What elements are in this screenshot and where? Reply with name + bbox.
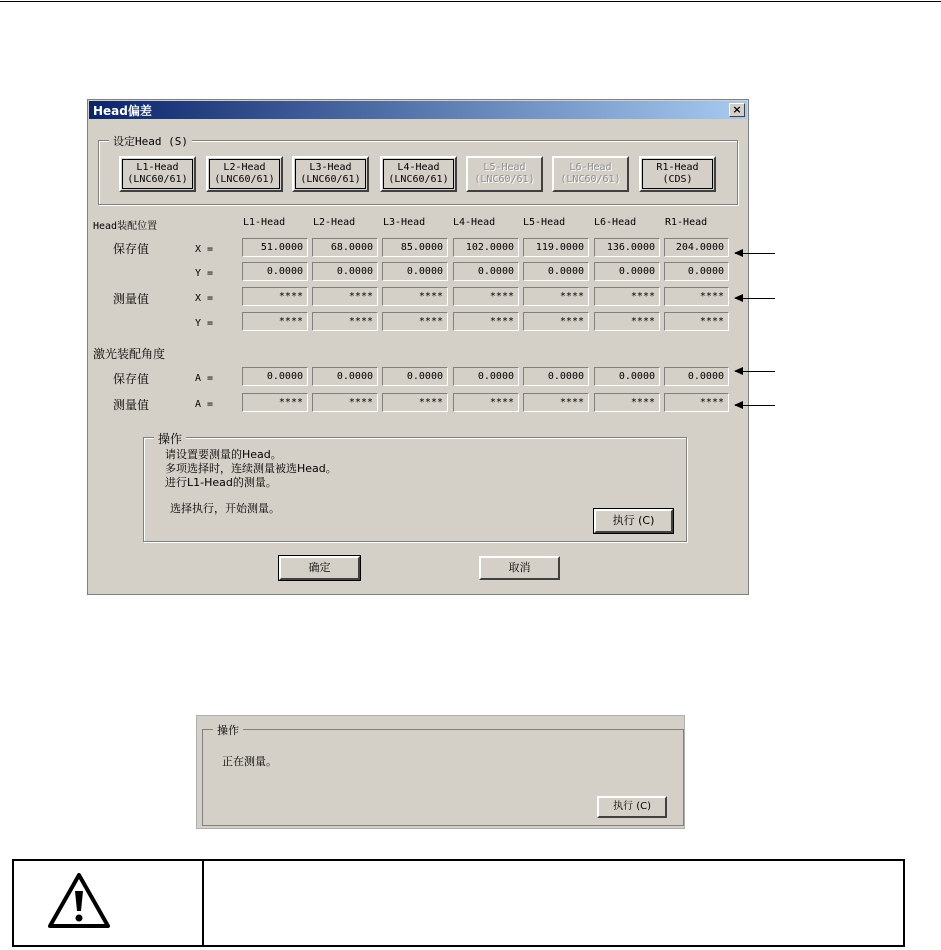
cancel-button[interactable]: 取消 <box>479 556 560 580</box>
measured-y-cell-5: **** <box>523 312 589 331</box>
saved-y-cell-2: 0.0000 <box>312 262 378 281</box>
measured-a-axis-label: A = <box>195 399 214 410</box>
measured-a-cell-4: **** <box>453 393 519 412</box>
execute-button[interactable]: 执行 (C) <box>594 509 673 533</box>
head-button-line1: L4-Head <box>397 162 440 173</box>
saved-a-cell-4: 0.0000 <box>453 367 519 386</box>
head-select-button-2[interactable] <box>206 156 283 192</box>
saved-y-cell-3: 0.0000 <box>382 262 448 281</box>
saved-y-cell-1: 0.0000 <box>242 262 308 281</box>
saved-y-cell-7: 0.0000 <box>664 262 729 281</box>
saved-a-cell-1: 0.0000 <box>242 367 308 386</box>
column-header-4: L4-Head <box>453 217 496 228</box>
saved-y-cell-4: 0.0000 <box>453 262 519 281</box>
head-button-line2: (LNC60/61) <box>560 174 621 185</box>
column-header-1: L1-Head <box>243 217 286 228</box>
saved-a-cell-2: 0.0000 <box>312 367 378 386</box>
page-top-rule <box>0 1 941 2</box>
saved-x-cell-4: 102.0000 <box>453 238 519 257</box>
saved-a-cell-6: 0.0000 <box>594 367 660 386</box>
head-position-label: Head装配位置 <box>93 221 158 232</box>
head-select-button-1[interactable] <box>119 156 196 192</box>
measured-y-cell-1: **** <box>242 312 308 331</box>
saved-x-cell-7: 204.0000 <box>664 238 729 257</box>
measured-x-cell-7: **** <box>664 287 729 306</box>
laser-angle-label: 激光装配角度 <box>93 347 166 361</box>
measured-x-axis-label: X = <box>195 293 214 304</box>
measured-y-cell-3: **** <box>382 312 448 331</box>
callout-arrow-saved-x <box>735 253 775 254</box>
head-button-line2: (LNC60/61) <box>474 174 535 185</box>
saved-y-cell-5: 0.0000 <box>523 262 589 281</box>
head-select-button-5[interactable] <box>466 156 543 192</box>
set-head-group-label: 设定Head (S) <box>109 133 192 149</box>
operation-line-3: 进行L1-Head的测量。 <box>165 476 277 489</box>
operation-line-2: 多项选择时，连续测量被选Head。 <box>165 462 337 475</box>
column-header-5: L5-Head <box>523 217 566 228</box>
saved-y-axis-label: Y = <box>195 268 214 279</box>
head-button-line2: (LNC60/61) <box>388 174 449 185</box>
measured-position-label: 测量值 <box>113 292 150 306</box>
measured-y-cell-2: **** <box>312 312 378 331</box>
head-button-line2: (LNC60/61) <box>300 174 361 185</box>
head-button-line2: (LNC60/61) <box>127 174 188 185</box>
ok-button[interactable]: 确定 <box>279 556 360 580</box>
measured-y-cell-6: **** <box>594 312 660 331</box>
head-button-line1: L5-Head <box>483 162 526 173</box>
callout-arrow-saved-a <box>735 371 775 372</box>
saved-x-cell-3: 85.0000 <box>382 238 448 257</box>
saved-x-cell-5: 119.0000 <box>523 238 589 257</box>
column-header-3: L3-Head <box>383 217 426 228</box>
measured-x-cell-5: **** <box>523 287 589 306</box>
measured-y-axis-label: Y = <box>195 318 214 329</box>
saved-x-axis-label: X = <box>195 244 214 255</box>
head-select-button-4[interactable] <box>380 156 457 192</box>
measured-a-cell-1: **** <box>242 393 308 412</box>
column-header-2: L2-Head <box>313 217 356 228</box>
saved-a-cell-3: 0.0000 <box>382 367 448 386</box>
operation-hint: 选择执行，开始测量。 <box>170 502 280 515</box>
saved-x-cell-2: 68.0000 <box>312 238 378 257</box>
close-button[interactable]: × <box>729 103 745 117</box>
operation-progress-panel <box>196 715 685 829</box>
warning-triangle-icon <box>46 871 112 931</box>
warning-divider <box>202 861 204 945</box>
measured-x-cell-3: **** <box>382 287 448 306</box>
head-button-line2: (LNC60/61) <box>214 174 275 185</box>
saved-y-cell-6: 0.0000 <box>594 262 660 281</box>
saved-position-label: 保存值 <box>113 242 150 256</box>
head-button-line1: L6-Head <box>569 162 612 173</box>
head-button-line1: L1-Head <box>136 162 179 173</box>
measured-a-cell-7: **** <box>664 393 729 412</box>
head-button-line1: R1-Head <box>656 162 699 173</box>
head-select-button-6[interactable] <box>552 156 629 192</box>
saved-a-axis-label: A = <box>195 373 214 384</box>
column-header-6: L6-Head <box>594 217 637 228</box>
head-select-button-7[interactable] <box>639 156 716 192</box>
head-button-line1: L3-Head <box>309 162 352 173</box>
measured-x-cell-1: **** <box>242 287 308 306</box>
callout-arrow-measured-a <box>735 405 775 406</box>
head-select-button-3[interactable] <box>292 156 369 192</box>
measured-x-cell-6: **** <box>594 287 660 306</box>
measured-y-cell-4: **** <box>453 312 519 331</box>
saved-x-cell-1: 51.0000 <box>242 238 308 257</box>
callout-arrow-measured-x <box>735 298 775 299</box>
column-header-7: R1-Head <box>665 217 708 228</box>
progress-group-label: 操作 <box>213 722 243 738</box>
saved-x-cell-6: 136.0000 <box>594 238 660 257</box>
progress-execute-button[interactable]: 执行 (C) <box>597 796 667 818</box>
measured-x-cell-4: **** <box>453 287 519 306</box>
saved-angle-label: 保存值 <box>113 372 150 386</box>
head-button-line2: (CDS) <box>662 174 693 185</box>
measured-a-cell-6: **** <box>594 393 660 412</box>
head-button-line1: L2-Head <box>223 162 266 173</box>
measured-a-cell-5: **** <box>523 393 589 412</box>
saved-a-cell-7: 0.0000 <box>664 367 729 386</box>
operation-group-label: 操作 <box>154 430 186 447</box>
measured-x-cell-2: **** <box>312 287 378 306</box>
measured-a-cell-2: **** <box>312 393 378 412</box>
saved-a-cell-5: 0.0000 <box>523 367 589 386</box>
warning-box <box>12 859 905 947</box>
dialog-title: Head偏差 <box>93 104 152 118</box>
measured-a-cell-3: **** <box>382 393 448 412</box>
progress-status: 正在测量。 <box>222 755 277 768</box>
measured-y-cell-7: **** <box>664 312 729 331</box>
operation-line-1: 请设置要测量的Head。 <box>165 448 282 461</box>
measured-angle-label: 测量值 <box>113 398 150 412</box>
dialog-titlebar <box>89 101 747 119</box>
